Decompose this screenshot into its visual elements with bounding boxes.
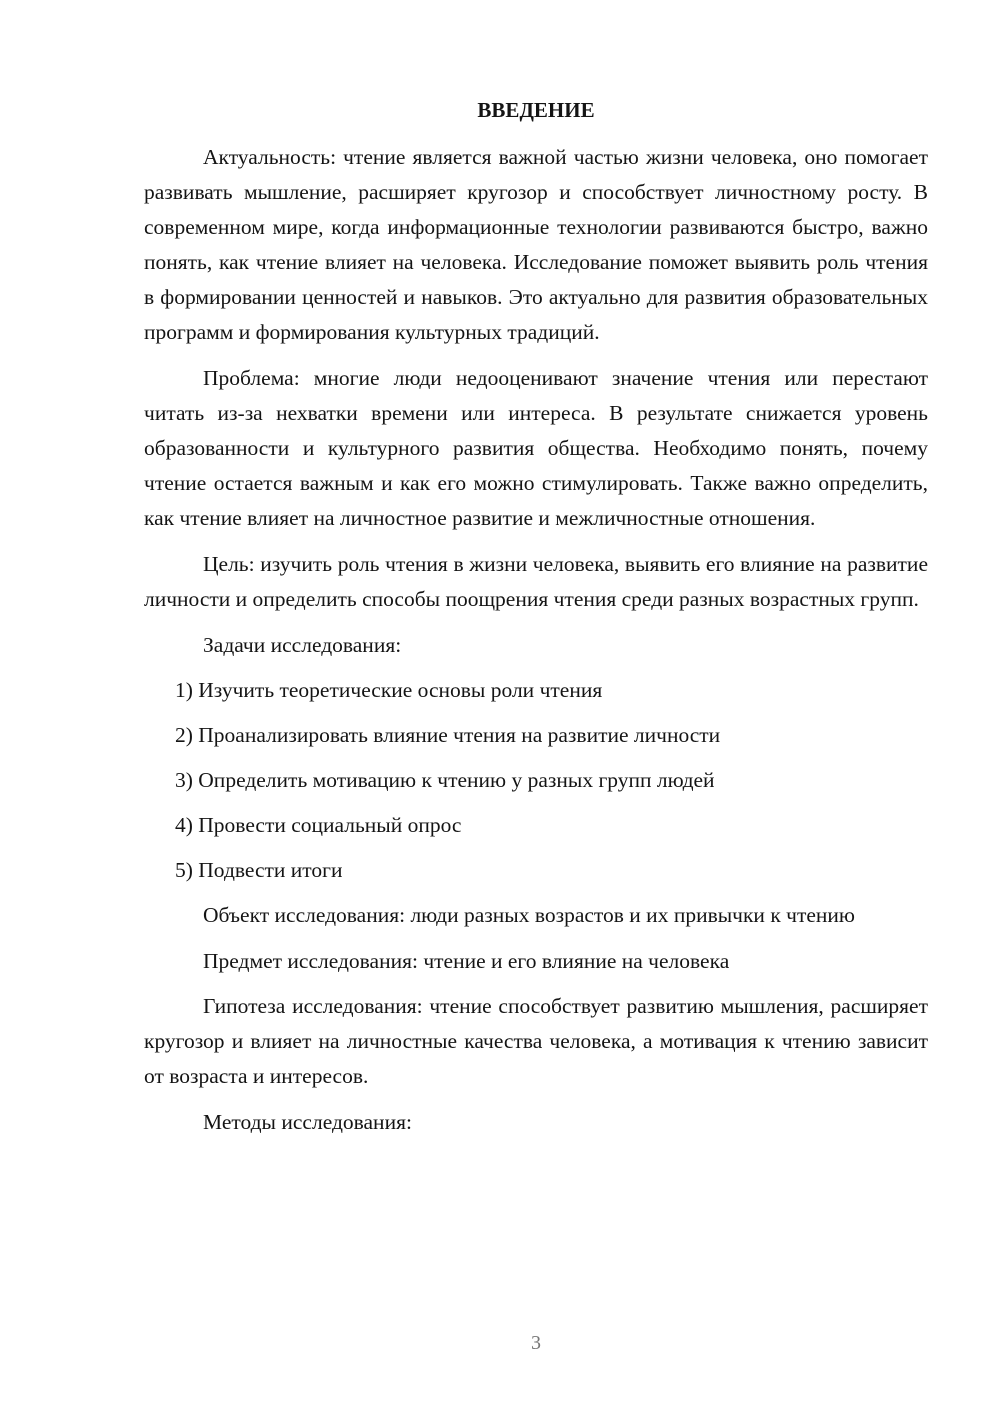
task-item-2: 2) Проанализировать влияние чтения на развитие личности — [175, 723, 721, 747]
page-number: 3 — [531, 1332, 541, 1354]
relevance-paragraph: Актуальность: чтение является важной частью жизни человека, оно помогает развивать мышление, расширяет кругозор и способствует личностному росту. В современном мире, когда информационные технологии развиваются быстро, важно понять, как чтение влияет на человека. Исследование поможет выявить роль чтения в формировании ценностей и навыков. Это актуально для развития образовательных программ и формирования культурных традиций. — [144, 145, 928, 344]
task-item-3: 3) Определить мотивацию к чтению у разных групп людей — [175, 768, 715, 792]
tasks-list — [144, 673, 928, 888]
methods-heading: Методы исследования: — [203, 1110, 412, 1134]
task-item-5: 5) Подвести итоги — [175, 858, 343, 882]
problem-paragraph: Проблема: многие люди недооценивают значение чтения или перестают читать из-за нехватки времени или интереса. В результате снижается уровень образованности и культурного развития общества. Необходимо понять, почему чтение остается важным и как его можно стимулировать. Также важно определить, как чтение влияет на личностное развитие и межличностные отношения. — [144, 366, 928, 530]
tasks-heading: Задачи исследования: — [203, 633, 402, 657]
page-title: ВВЕДЕНИЕ — [477, 98, 595, 122]
object-paragraph: Объект исследования: люди разных возрастов и их привычки к чтению — [203, 903, 855, 927]
goal-paragraph: Цель: изучить роль чтения в жизни человека, выявить его влияние на развитие личности и определить способы поощрения чтения среди разных возрастных групп. — [144, 552, 928, 611]
subject-paragraph: Предмет исследования: чтение и его влияние на человека — [203, 949, 730, 973]
task-item-4: 4) Провести социальный опрос — [175, 813, 462, 837]
document-page — [144, 93, 928, 1150]
hypothesis-paragraph: Гипотеза исследования: чтение способствует развитию мышления, расширяет кругозор и влияет на личностные качества человека, а мотивация к чтению зависит от возраста и интересов. — [144, 994, 928, 1088]
task-item-1: 1) Изучить теоретические основы роли чтения — [175, 678, 603, 702]
